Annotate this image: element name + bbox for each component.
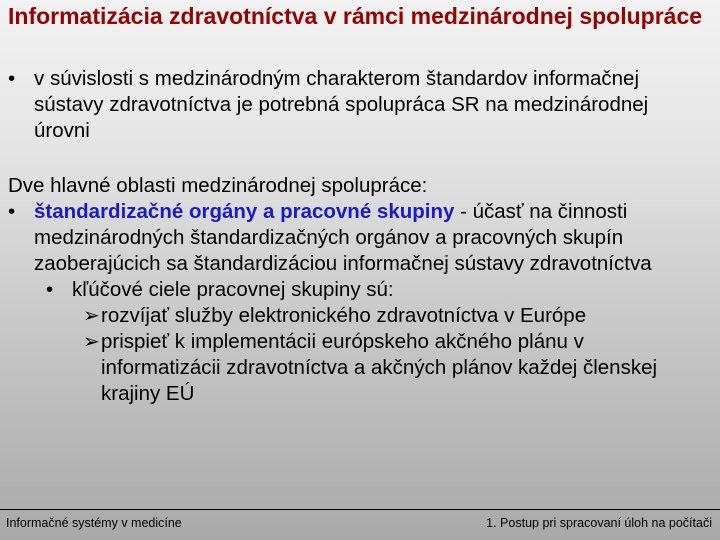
arrow-bullet-icon: ➢ (83, 331, 100, 353)
sub-bullet-text: kľúčové ciele pracovnej skupiny sú: (72, 278, 394, 301)
cooperation-block (8, 173, 708, 407)
goal-text: rozvíjať služby elektronického zdravotníctva v Európe (101, 304, 587, 327)
section-heading: Dve hlavné oblasti medzinárodnej spolupráce: (8, 174, 428, 197)
intro-block (8, 66, 708, 144)
bullet-icon: • (8, 67, 16, 90)
highlight-text: štandardizačné orgány a pracovné skupiny (34, 200, 455, 223)
bullet-item (8, 66, 708, 144)
footer-chapter: 1. Postup pri spracovaní úloh na počítači (486, 516, 712, 530)
sub-bullet-item (8, 277, 708, 303)
bullet-item (8, 199, 708, 277)
goal-item (8, 329, 708, 407)
footer-course: Informačné systémy v medicíne (6, 516, 182, 530)
bullet-icon: • (8, 200, 16, 223)
arrow-bullet-icon: ➢ (83, 305, 100, 327)
footer-divider (0, 509, 720, 510)
bullet-icon: • (46, 278, 54, 301)
slide-title: Informatizácia zdravotníctva v rámci medzinárodnej spolupráce (8, 3, 703, 29)
goal-text: prispieť k implementácii európskeho akčného plánu v informatizácii zdravotníctva a akčných plánov každej členskej krajiny EÚ (101, 330, 658, 405)
bullet-text: - účasť na činnosti medzinárodných štandardizačných orgánov a pracovných skupín zaoberajúcich sa štandardizáciou informačnej sústavy zdravotníctva (34, 200, 652, 275)
bullet-text: v súvislosti s medzinárodným charakterom štandardov informačnej sústavy zdravotníctva je potrebná spolupráca SR na medzinárodnej úrovni (34, 67, 649, 142)
goal-item (8, 303, 708, 329)
